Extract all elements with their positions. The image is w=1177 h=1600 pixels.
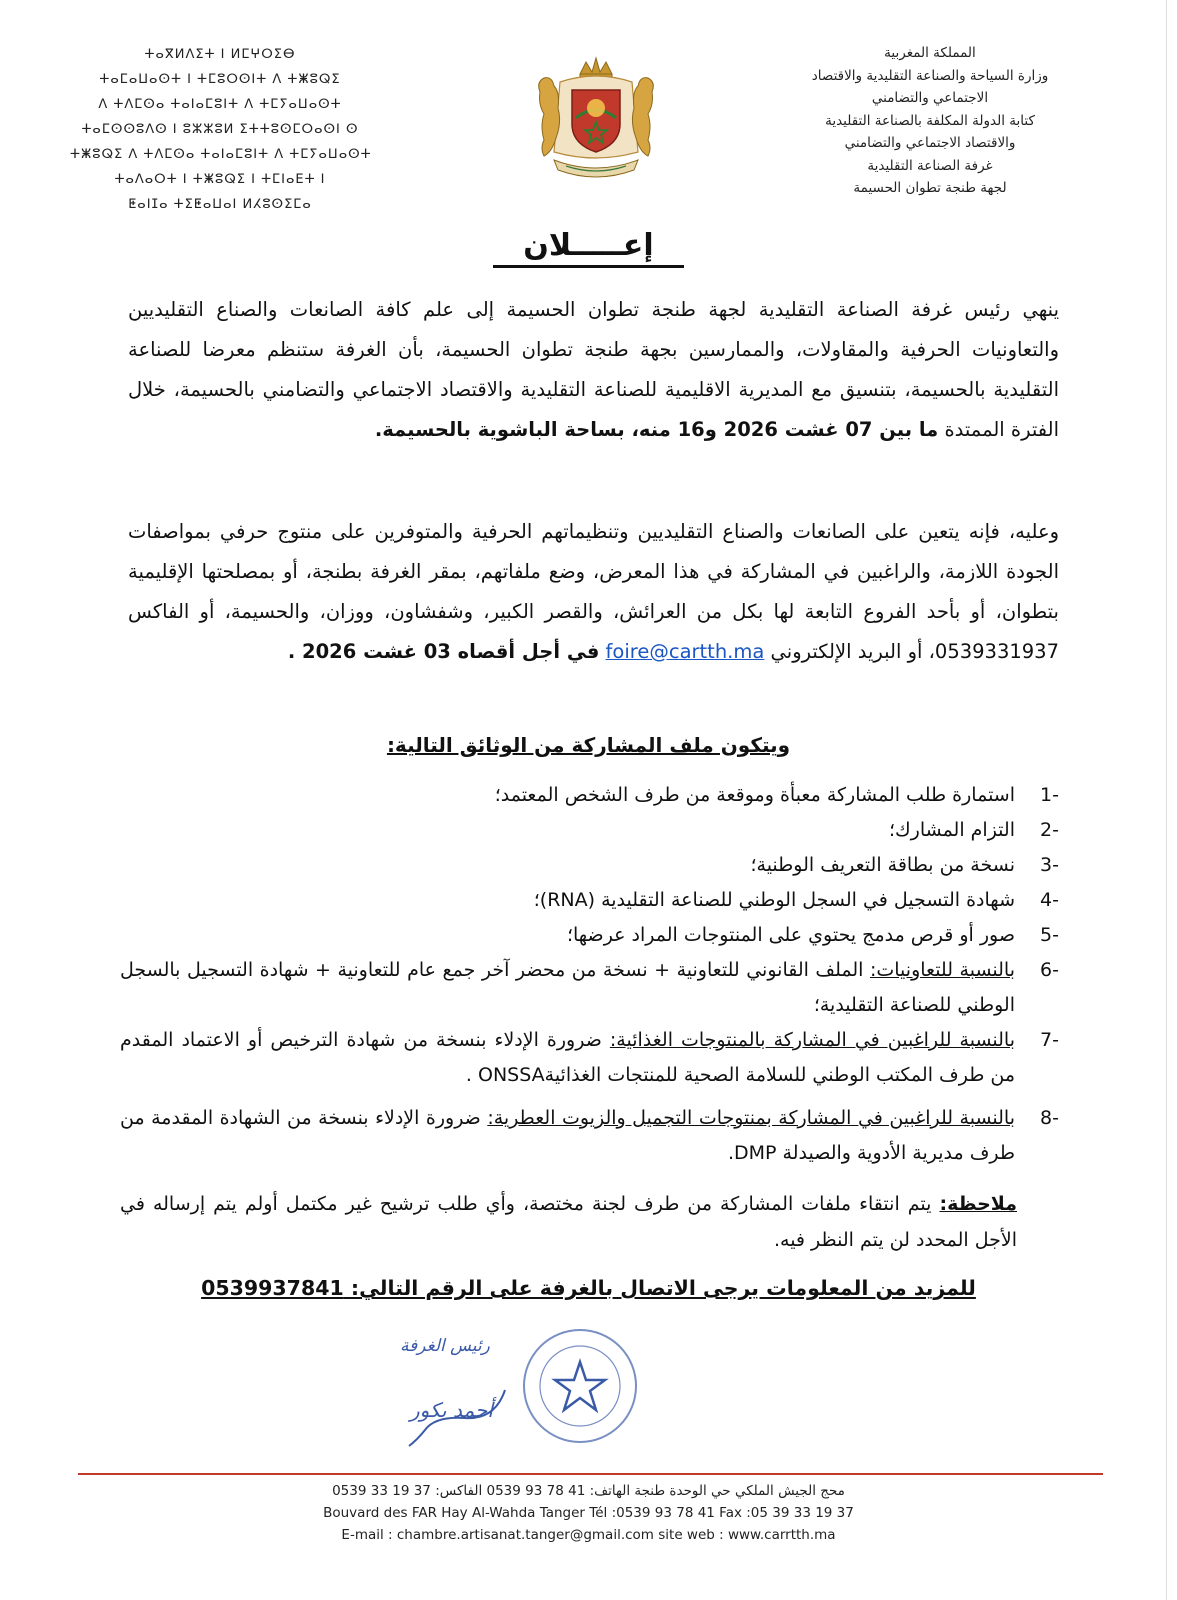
header-tifinagh-line: ⵜⴰⴷⴰⵔⵜ ⵏ ⵜⵥⵓⵕⵉ ⵏ ⵜⵎⵏⴰⴹⵜ ⵏ xyxy=(114,172,326,187)
header-tifinagh-line: ⵜⴰⵎⵙⵙⵓⴷⵙ ⵏ ⵓⵣⵣⵓⵍ ⵉⵜⵜⵓⵙⵎⵔⴰⵙⵏ ⵙ xyxy=(81,122,359,137)
footer-address-arabic: محج الجيش الملكي حي الوحدة طنجة الهاتف: 41 78 93 0539 الفاكس: 37 19 33 0539 xyxy=(332,1483,845,1499)
deadline-text: في أجل أقصاه 03 غشت 2026 . xyxy=(287,640,600,663)
header-arabic-line: كتابة الدولة المكلفة بالصناعة التقليدية xyxy=(825,112,1035,129)
list-item: -2 التزام المشارك؛ xyxy=(888,819,1059,841)
list-item: -7 بالنسبة للراغبين في المشاركة بالمنتوجات الغذائية: ضرورة الإدلاء بنسخة من شهادة الترخيص أو الاعتماد المقدم من طرف المكتب الوطني للسلامة الصحية للمنتجات الغذائيةONSSA . xyxy=(120,1029,1059,1086)
list-item: -5 صور أو قرص مدمج يحتوي على المنتوجات المراد عرضها؛ xyxy=(566,924,1059,946)
documents-list xyxy=(120,778,1059,1171)
list-item: -3 نسخة من بطاقة التعريف الوطنية؛ xyxy=(750,854,1059,876)
official-seal-stamp xyxy=(520,1326,640,1446)
header-arabic-line: وزارة السياحة والصناعة التقليدية والاقتصاد xyxy=(811,67,1049,84)
header-tifinagh-line: ⵜⵥⵓⵕⵉ ⴷ ⵜⴷⵎⵙⴰ ⵜⴰⵏⴰⵎⵓⵏⵜ ⴷ ⵜⵎⵢⴰⵡⴰⵙⵜ xyxy=(70,147,372,162)
documents-heading: ويتكون ملف المشاركة من الوثائق التالية: xyxy=(386,733,791,757)
signature-title: رئيس الغرفة xyxy=(400,1336,490,1356)
submission-text: وعليه، فإنه يتعين على الصانعات والصناع التقليديين وتنظيماتهم الحرفية والمتوفرين على منتوج حرفي بمواصفات الجودة اللازمة، والراغبين في المشاركة في هذا المعرض، وضع ملفاتهم، بمقر الغرفة بطنجة، أو بمصلحتها الإقليمية بتطوان، أو بأحد الفروع التابعة لها بكل من العرائش، والقصر الكبير، وشفشاون، ووزان، والحسيمة، أو الفاكس 0539331937، أو البريد الإلكتروني xyxy=(128,520,1059,663)
contact-line: للمزيد من المعلومات يرجى الاتصال بالغرفة على الرقم التالي: 0539937841 xyxy=(201,1276,976,1300)
header-tifinagh-line: ⴷ ⵜⴷⵎⵙⴰ ⵜⴰⵏⴰⵎⵓⵏⵜ ⴷ ⵜⵎⵢⴰⵡⴰⵙⵜ xyxy=(98,97,342,112)
header-arabic xyxy=(765,42,1095,200)
footer-email-website: E-mail : chambre.artisanat.tanger@gmail.com site web : www.carrtth.ma xyxy=(341,1527,836,1543)
list-item: -1 استمارة طلب المشاركة معبأة وموقعة من طرف الشخص المعتمد؛ xyxy=(494,784,1059,806)
footer-divider xyxy=(78,1473,1103,1475)
header-arabic-line: لجهة طنجة تطوان الحسيمة xyxy=(853,180,1007,196)
note-label: ملاحظة: xyxy=(939,1193,1017,1215)
footer xyxy=(0,1480,1177,1546)
list-item: -4 شهادة التسجيل في السجل الوطني للصناعة التقليدية (RNA)؛ xyxy=(533,889,1059,911)
intro-paragraph xyxy=(128,290,1059,450)
header-tifinagh-line: ⵟⴰⵏⵊⴰ ⵜⵉⵟⴰⵡⴰⵏ ⵍⵃⵓⵙⵉⵎⴰ xyxy=(128,197,312,212)
email-link[interactable]: foire@cartth.ma xyxy=(605,640,765,663)
intro-text: ينهي رئيس غرفة الصناعة التقليدية لجهة طنجة تطوان الحسيمة إلى علم كافة الصانعات والصناع التقليديين والتعاونيات الحرفية والمقاولات، والممارسين بجهة طنجة تطوان الحسيمة، بأن الغرفة ستنظم معرضا للصناعة التقليدية بالحسيمة، بتنسيق مع المديرية الاقليمية للصناعة التقليدية والاقتصاد الاجتماعي والتضامني بالحسيمة، خلال الفترة الممتدة xyxy=(128,298,1059,441)
list-item: -8 بالنسبة للراغبين في المشاركة بمنتوجات التجميل والزيوت العطرية: ضرورة الإدلاء بنسخة من الشهادة المقدمة من طرف مديرية الأدوية والصيدلة DMP. xyxy=(120,1107,1059,1164)
coat-of-arms-emblem xyxy=(530,52,662,184)
header-arabic-line: غرفة الصناعة التقليدية xyxy=(867,157,993,174)
signatory-name: أحمد بكور xyxy=(410,1398,493,1422)
announcement-title: إعـــــلان xyxy=(0,228,1177,263)
footer-address-french: Bouvard des FAR Hay Al-Wahda Tanger Tél :0539 93 78 41 Fax :05 39 33 19 37 xyxy=(323,1505,854,1521)
header-arabic-line: الاجتماعي والتضامني xyxy=(871,90,989,106)
exhibition-dates: ما بين 07 غشت 2026 و16 منه، بساحة الباشوية بالحسيمة. xyxy=(374,418,939,441)
submission-paragraph xyxy=(128,512,1059,672)
list-item: -6 بالنسبة للتعاونيات: الملف القانوني للتعاونية + نسخة من محضر آخر جمع عام للتعاونية + شهادة التسجيل بالسجل الوطني للصناعة التقليدية؛ xyxy=(120,959,1059,1016)
note-paragraph xyxy=(120,1186,1017,1258)
header-tifinagh-line: ⵜⴰⵎⴰⵡⴰⵙⵜ ⵏ ⵜⵎⵓⵔⵙⵏⵜ ⴷ ⵜⵥⵓⵕⵉ xyxy=(99,72,341,87)
header-arabic-line: والاقتصاد الاجتماعي والتضامني xyxy=(844,135,1016,151)
header-arabic-line: المملكة المغربية xyxy=(884,45,976,61)
note-text: يتم انتقاء ملفات المشاركة من طرف لجنة مختصة، وأي طلب ترشيح غير مكتمل أولم يتم إرساله في الأجل المحدد لن يتم النظر فيه. xyxy=(120,1193,1017,1251)
header-tifinagh xyxy=(70,42,370,217)
header-tifinagh-line: ⵜⴰⴳⵍⴷⵉⵜ ⵏ ⵍⵎⵖⵔⵉⴱ xyxy=(144,47,296,62)
